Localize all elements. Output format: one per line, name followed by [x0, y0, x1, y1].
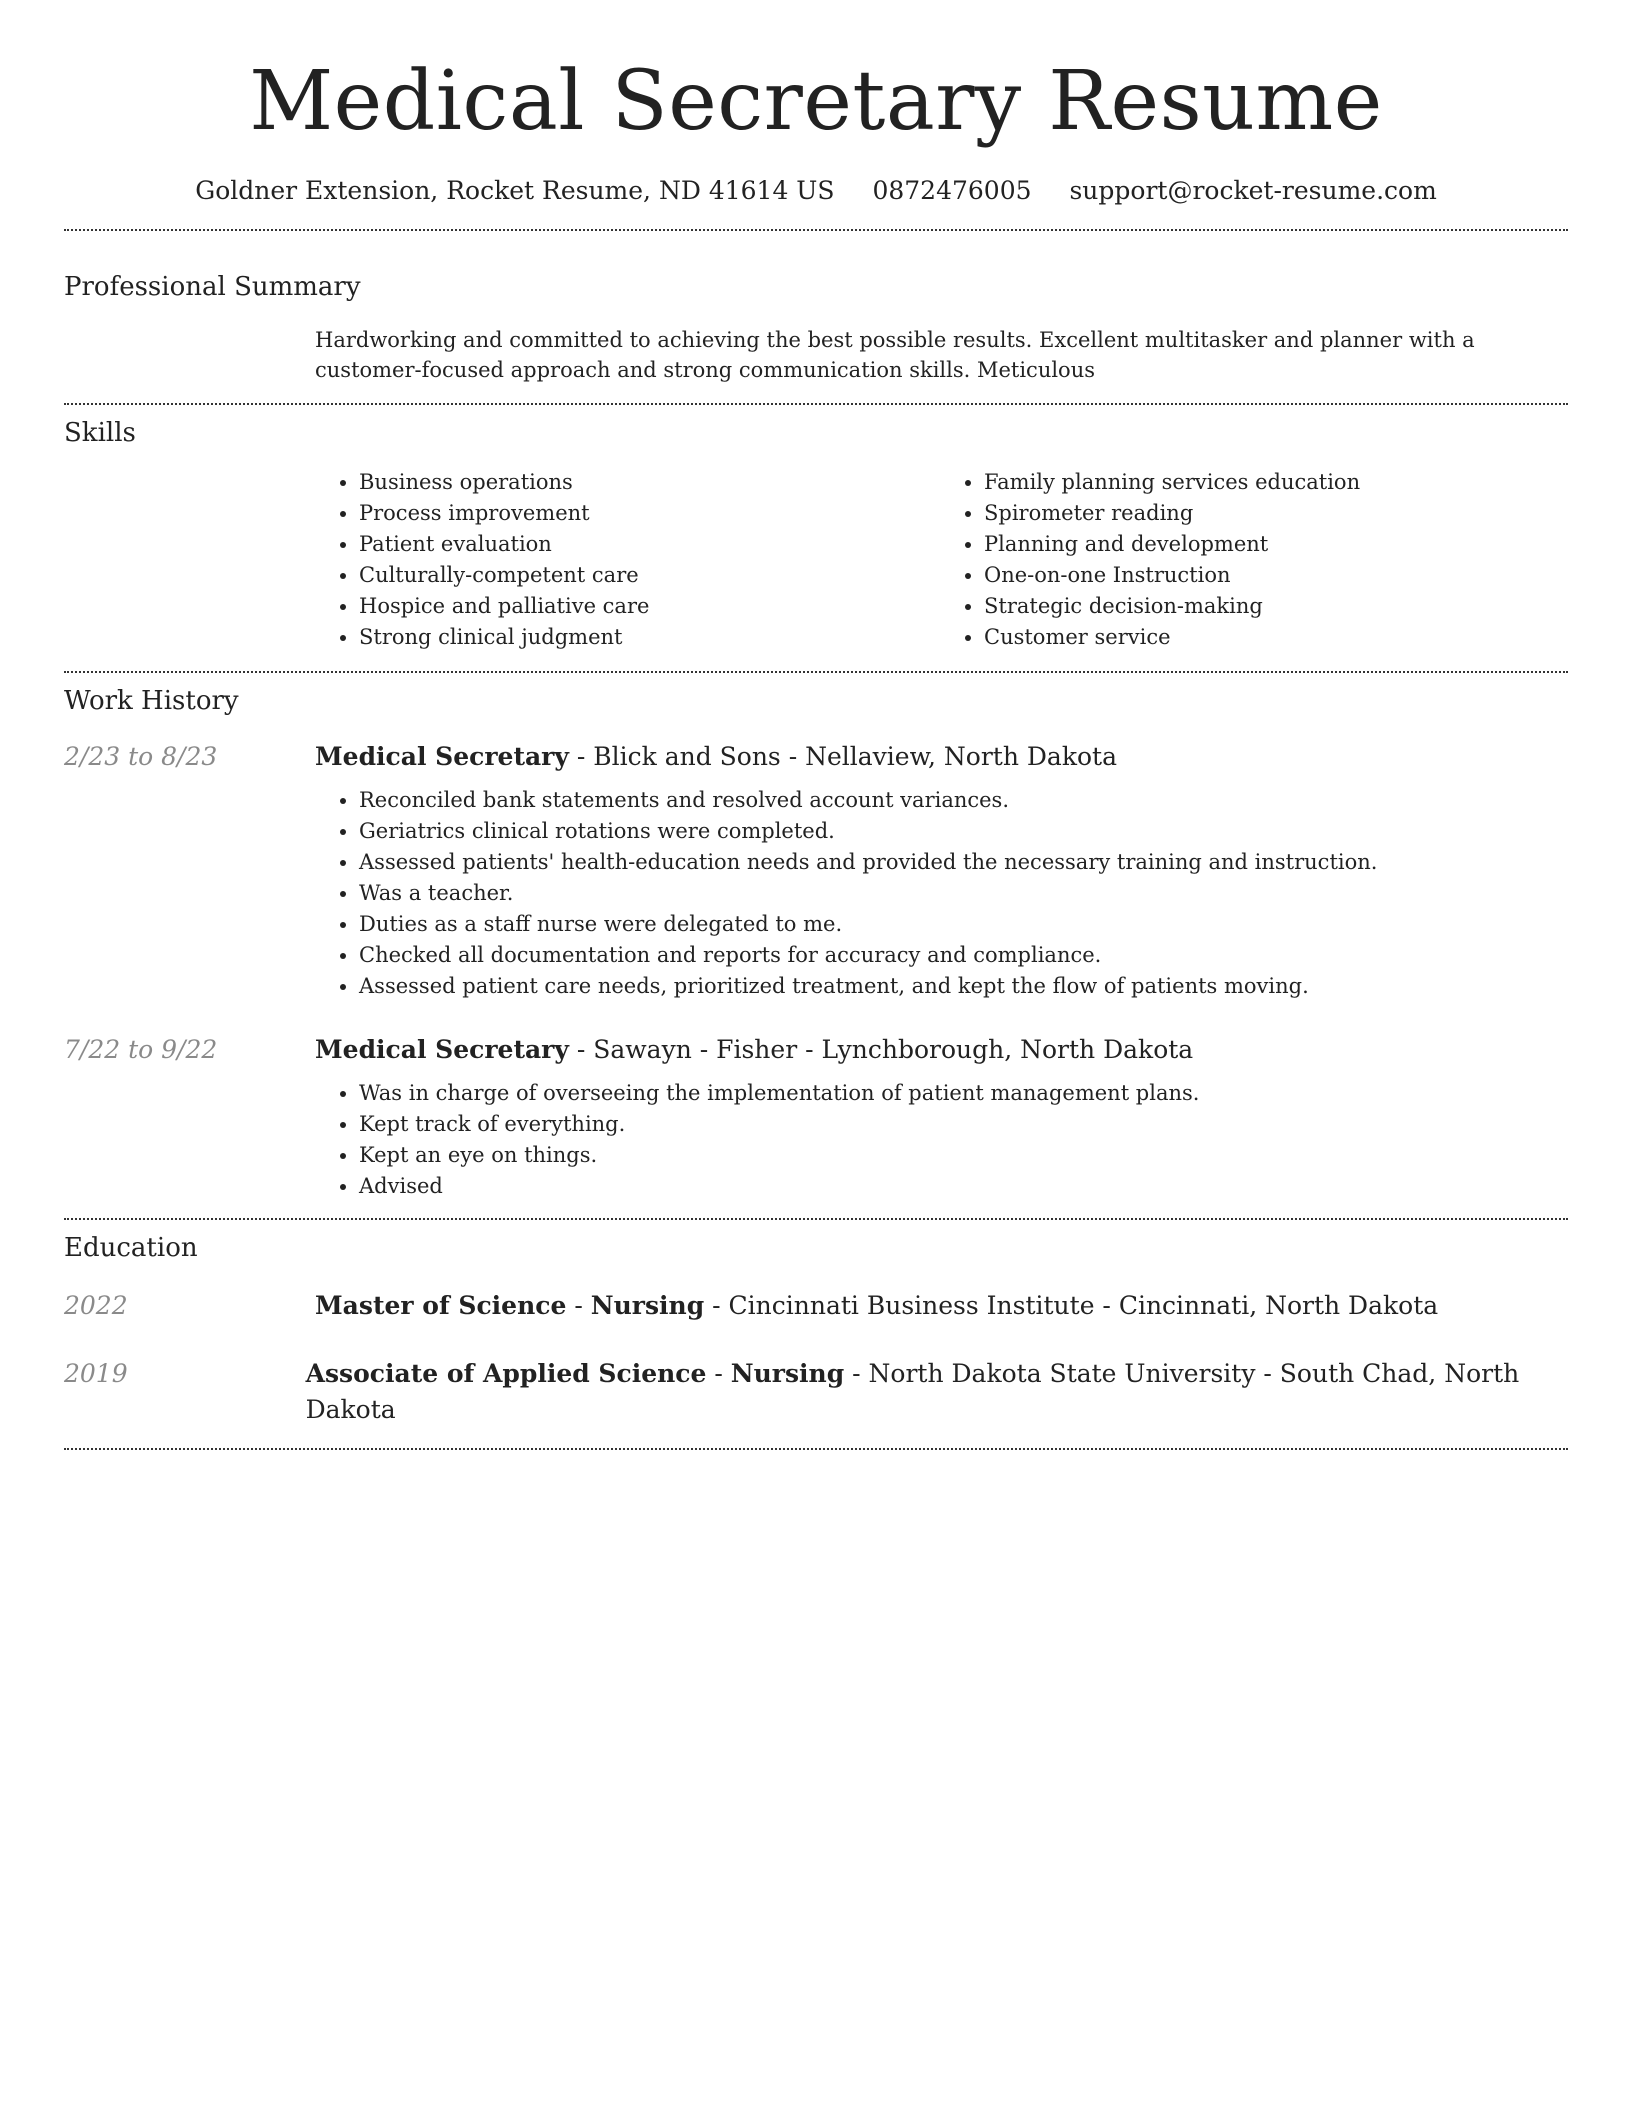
section-title-work-history: Work History: [64, 686, 239, 716]
separator: -: [706, 1359, 731, 1388]
skills-column-right: [940, 467, 1565, 653]
skill-item: • Family planning services education: [984, 467, 1565, 498]
job-bullets: [315, 785, 1568, 1002]
education-entry: [64, 1356, 1568, 1428]
divider: [64, 1218, 1568, 1220]
education-date: 2019: [64, 1359, 128, 1388]
education-school: - Cincinnati Business Institute - Cincinnati, North Dakota: [704, 1291, 1439, 1320]
job-title: Medical Secretary: [315, 1035, 569, 1064]
job-entry: [64, 1032, 1568, 1068]
job-entry: [64, 739, 1568, 775]
job-bullet: • Was a teacher.: [359, 878, 1568, 909]
skill-item: • Customer service: [984, 622, 1565, 653]
section-title-skills: Skills: [64, 418, 136, 448]
education-field: Nursing: [730, 1359, 845, 1388]
job-employer: - Sawayn - Fisher - Lynchborough, North Dakota: [568, 1035, 1194, 1064]
job-bullet: • Advised: [359, 1171, 1568, 1202]
section-title-education: Education: [64, 1233, 198, 1263]
contact-phone: 0872476005: [872, 176, 1032, 205]
section-title-summary: Professional Summary: [64, 272, 361, 302]
skill-item: • Spirometer reading: [984, 498, 1565, 529]
education-heading: [306, 1356, 1568, 1428]
contact-email: support@rocket-resume.com: [1069, 176, 1437, 205]
divider: [64, 403, 1568, 405]
job-bullet: • Duties as a staff nurse were delegated to me.: [359, 909, 1568, 940]
job-bullet: • Geriatrics clinical rotations were completed.: [359, 816, 1568, 847]
education-heading: [315, 1288, 1438, 1324]
job-bullet: • Kept an eye on things.: [359, 1140, 1568, 1171]
summary-text: Hardworking and committed to achieving the best possible results. Excellent multitasker and planner with a customer-focused approach and strong communication skills. Meticulous: [315, 328, 1475, 382]
skill-item: • Hospice and palliative care: [359, 591, 940, 622]
education-date: 2022: [64, 1291, 128, 1320]
job-bullet: • Checked all documentation and reports for accuracy and compliance.: [359, 940, 1568, 971]
skill-item: • Process improvement: [359, 498, 940, 529]
skill-item: • Patient evaluation: [359, 529, 940, 560]
skills-grid: [315, 467, 1565, 653]
resume-page: [64, 0, 1568, 1450]
education-degree: Master of Science: [315, 1291, 567, 1320]
job-title: Medical Secretary: [315, 742, 569, 771]
skills-column-left: [315, 467, 940, 653]
skill-item: • One-on-one Instruction: [984, 560, 1565, 591]
job-date: 7/22 to 9/22: [64, 1035, 218, 1064]
contact-address: Goldner Extension, Rocket Resume, ND 41614 US: [195, 176, 835, 205]
job-employer: - Blick and Sons - Nellaview, North Dakota: [568, 742, 1117, 771]
education-entry: [64, 1288, 1568, 1324]
job-bullets: [315, 1078, 1568, 1202]
skill-item: • Strong clinical judgment: [359, 622, 940, 653]
divider: [64, 229, 1568, 231]
separator: -: [566, 1291, 591, 1320]
job-bullet: • Kept track of everything.: [359, 1109, 1568, 1140]
divider: [64, 671, 1568, 673]
divider: [64, 1448, 1568, 1450]
job-date: 2/23 to 8/23: [64, 742, 218, 771]
contact-line: [64, 170, 1568, 212]
job-bullet: • Assessed patients' health-education needs and provided the necessary training and instruction.: [359, 847, 1568, 878]
skill-item: • Culturally-competent care: [359, 560, 940, 591]
job-bullet: • Assessed patient care needs, prioritized treatment, and kept the flow of patients moving.: [359, 971, 1568, 1002]
skill-item: • Strategic decision-making: [984, 591, 1565, 622]
education-degree: Associate of Applied Science: [305, 1359, 707, 1388]
resume-title: Medical Secretary Resume: [249, 54, 1383, 149]
job-heading: [315, 1032, 1193, 1068]
job-bullet: • Reconciled bank statements and resolved account variances.: [359, 785, 1568, 816]
job-bullet: • Was in charge of overseeing the implementation of patient management plans.: [359, 1078, 1568, 1109]
education-school: - North Dakota State University - South Chad, North Dakota: [305, 1359, 1520, 1424]
skill-item: • Business operations: [359, 467, 940, 498]
education-field: Nursing: [590, 1291, 705, 1320]
job-heading: [315, 739, 1117, 775]
skill-item: • Planning and development: [984, 529, 1565, 560]
